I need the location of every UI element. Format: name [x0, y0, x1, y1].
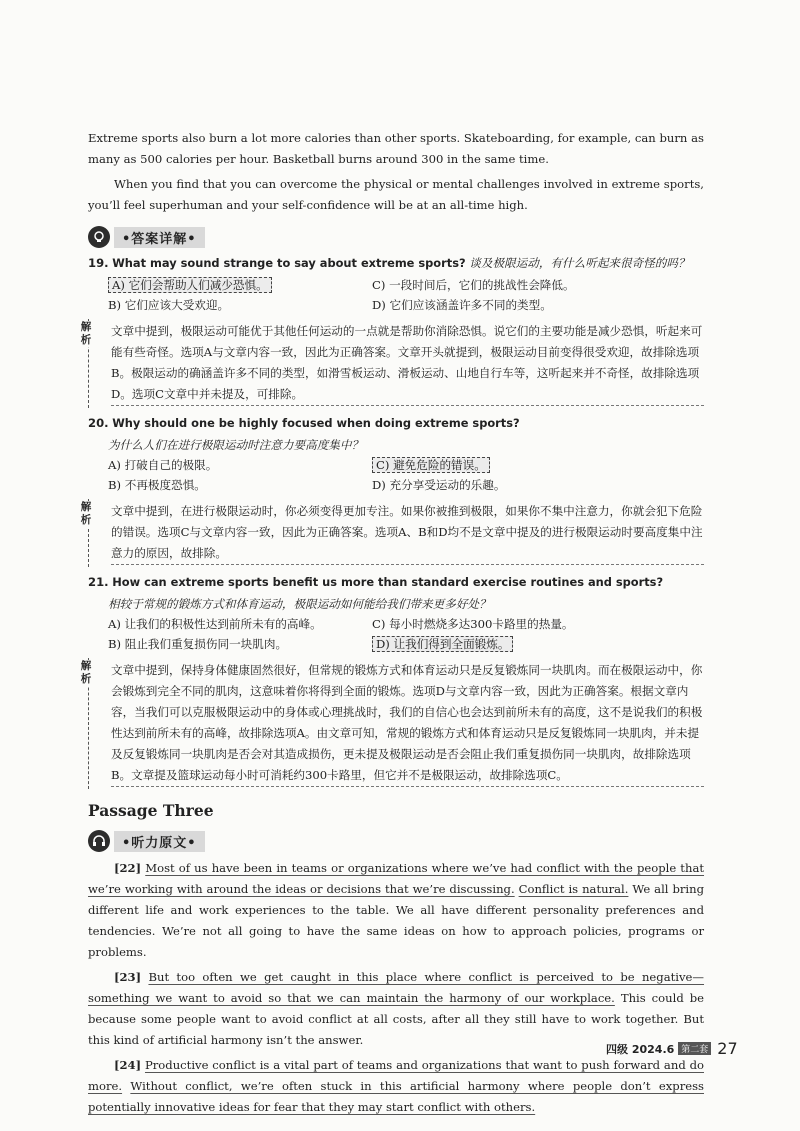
- option-b: B) 阻止我们重复损伤同一块肌肉。: [108, 637, 288, 651]
- question-number: 19.: [88, 256, 109, 270]
- question-number: 20.: [88, 416, 109, 430]
- option-c: C) 一段时间后，它们的挑战性会降低。: [372, 278, 575, 292]
- paragraph-tag: [24]: [114, 1058, 142, 1072]
- transcript-paragraph-24: [88, 1055, 704, 1118]
- correct-answer-box: A) 它们会帮助人们减少恐惧。: [108, 277, 272, 293]
- underlined-text: Without conflict, we’re often stuck in this artificial harmony where people don’t express potentially innovative ideas for fear that they may start conflict with others.: [88, 1079, 704, 1114]
- passage-title: Passage Three: [88, 801, 214, 820]
- option-d: [372, 634, 632, 654]
- underlined-text: Most of us have been in teams or organizations where we’ve had conflict with the people that we’re working with around the ideas or decisions that we’re discussing.: [88, 861, 705, 896]
- paragraph-text: We all bring different life and work experiences to the table. We all have different personality preferences and tendencies. We’re not all going to have the same ideas on how to approach policies, programs or problems.: [88, 882, 705, 959]
- explanation-tag: 解析: [80, 321, 92, 346]
- question-text-cn: 谈及极限运动，有什么听起来很奇怪的吗？: [469, 256, 690, 270]
- option-b: B) 它们应该大受欢迎。: [108, 298, 230, 312]
- underlined-text: Productive conflict is a vital part of teams and organizations that want to push forward and do more.: [88, 1058, 704, 1093]
- explanation-21: [80, 658, 704, 789]
- paragraph-tag: [23]: [114, 970, 142, 984]
- transcript-header-label: •听力原文•: [114, 831, 205, 852]
- underlined-text: But too often we get caught in this place where conflict is perceived to be negative—something we want to avoid so that we can maintain the harmony of our workplace.: [88, 970, 705, 1005]
- question-text-cn: 相较于常规的锻炼方式和体育运动，极限运动如何能给我们带来更多好处？: [108, 597, 491, 611]
- question-text-en: How can extreme sports benefit us more than standard exercise routines and sports?: [112, 575, 664, 589]
- answers-header: [88, 226, 704, 248]
- option-d: D) 它们应该涵盖许多不同的类型。: [372, 298, 552, 312]
- question-21: [88, 573, 704, 592]
- option-d: D) 充分享受运动的乐趣。: [372, 478, 506, 492]
- option-b: B) 不再极度恐惧。: [108, 478, 206, 492]
- explanation-text: 文章中提到，极限运动可能优于其他任何运动的一点就是帮助你消除恐惧。说它们的主要功能是减少恐惧，听起来可能有些奇怪。选项A与文章内容一致，因此为正确答案。文章开头就提到，极限运动目前变得很受欢迎，故排除选项B。极限运动的确涵盖许多不同的类型，如滑雪板运动、滑板运动、山地自行车等，这听起来并不奇怪，故排除选项D。选项C文章中并未提及，可排除。: [111, 321, 704, 406]
- footer-label: 四级 2024.6: [606, 1042, 675, 1056]
- question-number: 21.: [88, 575, 109, 589]
- explanation-text: 文章中提到，保持身体健康固然很好，但常规的锻炼方式和体育运动只是反复锻炼同一块肌肉。而在极限运动中，你会锻炼到完全不同的肌肉，这意味着你将得到全面的锻炼。选项D与文章内容一致，因此为正确答案。根据文章内容，当我们可以克服极限运动中的身体或心理挑战时，我们的自信心也会达到前所未有的高度，这不是说我们的积极性达到前所未有的高峰，故排除选项A。由文章可知，常规的锻炼方式和体育运动只是反复锻炼同一块肌肉，并未提及反复锻炼同一块肌肉是否会对其造成损伤，更未提及极限运动是否会阻止我们重复损伤同一块肌肉，故排除选项B。文章提及篮球运动每小时可消耗约300卡路里，但它并不是极限运动，故排除选项C。: [111, 660, 704, 787]
- paragraph-tag: [22]: [114, 861, 142, 875]
- explanation-tag: 解析: [80, 660, 92, 685]
- option-c: C) 每小时燃烧多达300卡路里的热量。: [372, 617, 574, 631]
- explanation-19: [80, 319, 704, 408]
- lightbulb-icon: [88, 226, 110, 248]
- correct-answer-box: C) 避免危险的错误。: [372, 457, 490, 473]
- options-19: [88, 275, 704, 315]
- explanation-text: 文章中提到，在进行极限运动时，你必须变得更加专注。如果你被推到极限，如果你不集中注意力，你就会犯下危险的错误。选项C与文章内容一致，因此为正确答案。选项A、B和D均不是文章中提及的进行极限运动时要高度集中注意力的原因，故排除。: [111, 501, 704, 565]
- correct-answer-box: D) 让我们得到全面锻炼。: [372, 636, 513, 652]
- footer-edition: 第二套: [678, 1042, 711, 1055]
- intro-paragraph-1: Extreme sports also burn a lot more calories than other sports. Skateboarding, for example, can burn as many as 500 calories per hour. Basketball burns around 300 in the same time.: [88, 131, 704, 166]
- explanation-tag: 解析: [80, 501, 92, 526]
- headphones-icon: [88, 830, 110, 852]
- underlined-text: Conflict is natural.: [518, 882, 629, 896]
- answers-header-label: •答案详解•: [114, 227, 205, 248]
- question-text-en: What may sound strange to say about extreme sports?: [112, 256, 466, 270]
- explanation-20: [80, 499, 704, 567]
- transcript-paragraph-22: [88, 858, 704, 963]
- page-footer: [606, 1039, 738, 1058]
- transcript-header: [88, 830, 704, 852]
- option-a: A) 打破自己的极限。: [108, 458, 218, 472]
- options-20: [88, 455, 704, 495]
- option-a: [108, 275, 372, 295]
- question-20: [88, 414, 704, 433]
- page-content: [80, 128, 705, 1122]
- question-text-en: Why should one be highly focused when doing extreme sports?: [112, 416, 520, 430]
- question-text-cn: 为什么人们在进行极限运动时注意力要高度集中？: [108, 438, 364, 452]
- paragraph-text: This could be because some people want to avoid conflict at all costs, after all they still have to work together. But this kind of artificial harmony isn’t the answer.: [88, 991, 704, 1047]
- question-19: [88, 254, 704, 273]
- options-21: [88, 614, 704, 654]
- option-a: A) 让我们的积极性达到前所未有的高峰。: [108, 617, 322, 631]
- page-number: 27: [717, 1039, 738, 1058]
- intro-paragraph-2: When you find that you can overcome the physical or mental challenges involved in extreme sports, you’ll feel superhuman and your self-confidence will be at an all-time high.: [88, 177, 704, 212]
- option-c: [372, 455, 632, 475]
